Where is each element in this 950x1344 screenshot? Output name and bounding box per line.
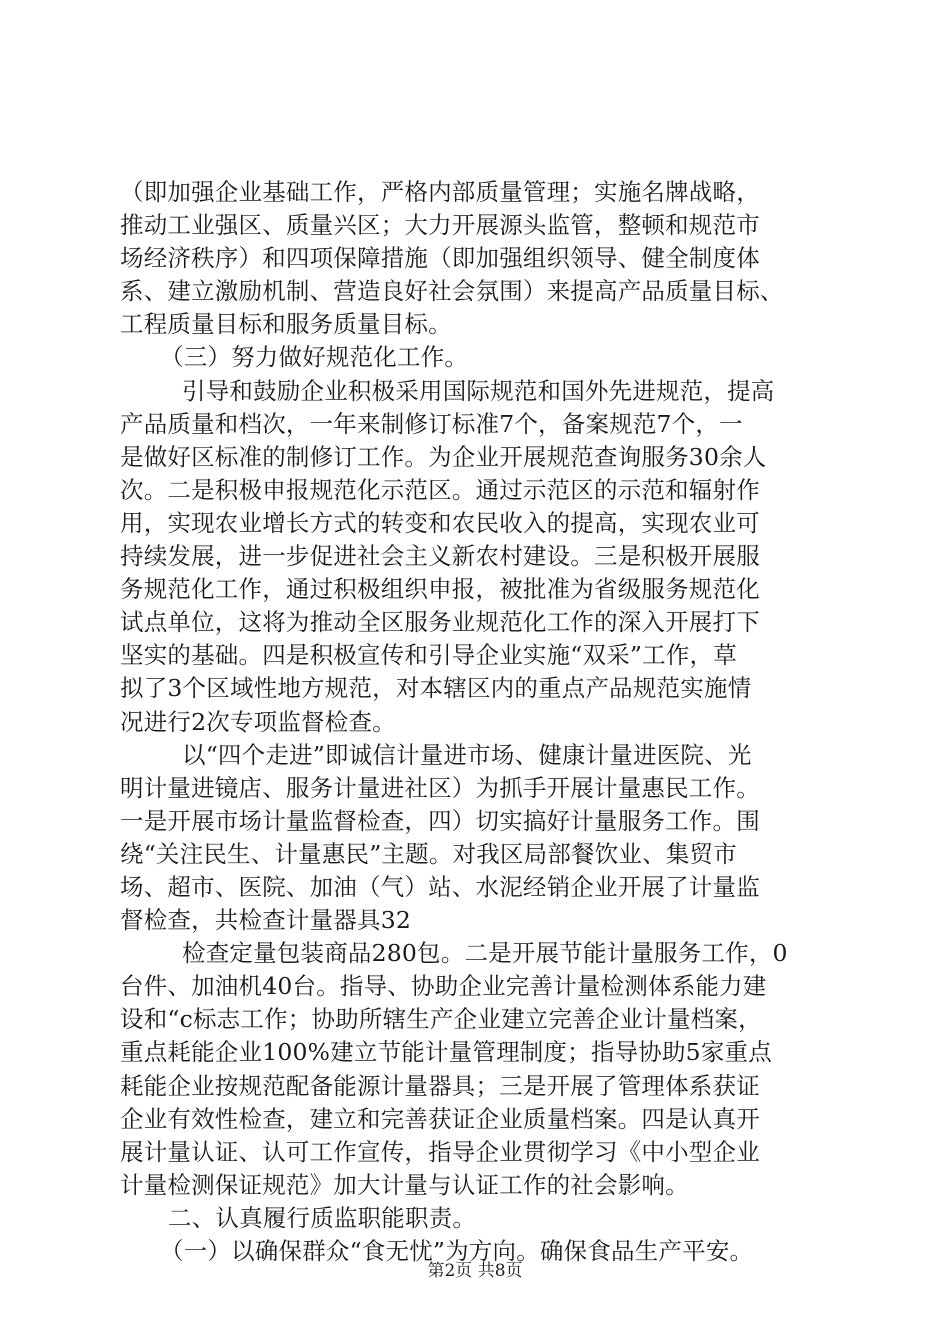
text-line: 督检查，共检查计量器具32 [120, 906, 412, 935]
text-line: 务规范化工作，通过积极组织申报，被批准为省级服务规范化 [120, 575, 760, 604]
text-line: 设和“c标志工作；协助所辖生产企业建立完善企业计量档案， [120, 1005, 762, 1034]
text-line: 绕“关注民生、计量惠民”主题。对我区局部餐饮业、集贸市 [120, 839, 737, 868]
document-body [120, 176, 850, 1268]
text-line: 明计量进镜店、服务计量进社区）为抓手开展计量惠民工作。 [120, 773, 760, 802]
text-line: 耗能企业按规范配备能源计量器具；三是开展了管理体系获证 [120, 1071, 760, 1100]
text-line: 持续发展，进一步促进社会主义新农村建设。三是积极开展服 [120, 542, 760, 571]
page-number-footer: 第2页 共8页 [427, 1261, 523, 1281]
section-heading: 二、认真履行质监职能职责。 [168, 1203, 477, 1232]
text-line: 计量检测保证规范》加大计量与认证工作的社会影响。 [120, 1170, 689, 1199]
section-heading: （三）努力做好规范化工作。 [160, 343, 469, 372]
paragraph-start: 以“四个走进”即诚信计量进市场、健康计量进医院、光 [182, 740, 752, 769]
text-line: 系、建立激励机制、营造良好社会氛围）来提高产品质量目标、 [120, 277, 784, 306]
text-line: 坚实的基础。四是积极宣传和引导企业实施“双采”工作，草 [120, 641, 737, 670]
text-line: 是做好区标准的制修订工作。为企业开展规范查询服务30余人 [120, 442, 767, 471]
text-line: 试点单位，这将为推动全区服务业规范化工作的深入开展打下 [120, 608, 760, 637]
text-line: 产品质量和档次，一年来制修订标准7个，备案规范7个，一 [120, 409, 743, 438]
text-line: 台件、加油机40台。指导、协助企业完善计量检测体系能力建 [120, 972, 767, 1001]
text-line: 工程质量目标和服务质量目标。 [120, 310, 452, 339]
section-heading: （一）以确保群众“食无忧”为方向。确保食品生产平安。 [160, 1237, 754, 1265]
text-line: 企业有效性检查，建立和完善获证企业质量档案。四是认真开 [120, 1104, 760, 1133]
text-line: 一是开展市场计量监督检查，四）切实搞好计量服务工作。围 [120, 806, 760, 835]
text-line: 用，实现农业增长方式的转变和农民收入的提高，实现农业可 [120, 508, 760, 537]
paragraph-start: 检查定量包装商品280包。二是开展节能计量服务工作，0 [182, 939, 788, 968]
paragraph-start: 引导和鼓励企业积极采用国际规范和国外先进规范，提高 [182, 376, 775, 405]
text-line: 况进行2次专项监督检查。 [120, 707, 396, 736]
text-line: （即加强企业基础工作，严格内部质量管理；实施名牌战略， [120, 178, 760, 206]
text-line: 场、超市、医院、加油（气）站、水泥经销企业开展了计量监 [120, 872, 760, 901]
text-line: 拟了3个区域性地方规范，对本辖区内的重点产品规范实施情 [120, 674, 752, 703]
text-line: 次。二是积极申报规范化示范区。通过示范区的示范和辐射作 [120, 475, 760, 504]
text-line: 展计量认证、认可工作宣传，指导企业贯彻学习《中小型企业 [120, 1137, 760, 1166]
text-line: 重点耗能企业100%建立节能计量管理制度；指导协助5家重点 [120, 1038, 772, 1067]
text-line: 场经济秩序）和四项保障措施（即加强组织领导、健全制度体 [120, 244, 760, 273]
text-line: 推动工业强区、质量兴区；大力开展源头监管，整顿和规范市 [120, 211, 760, 240]
